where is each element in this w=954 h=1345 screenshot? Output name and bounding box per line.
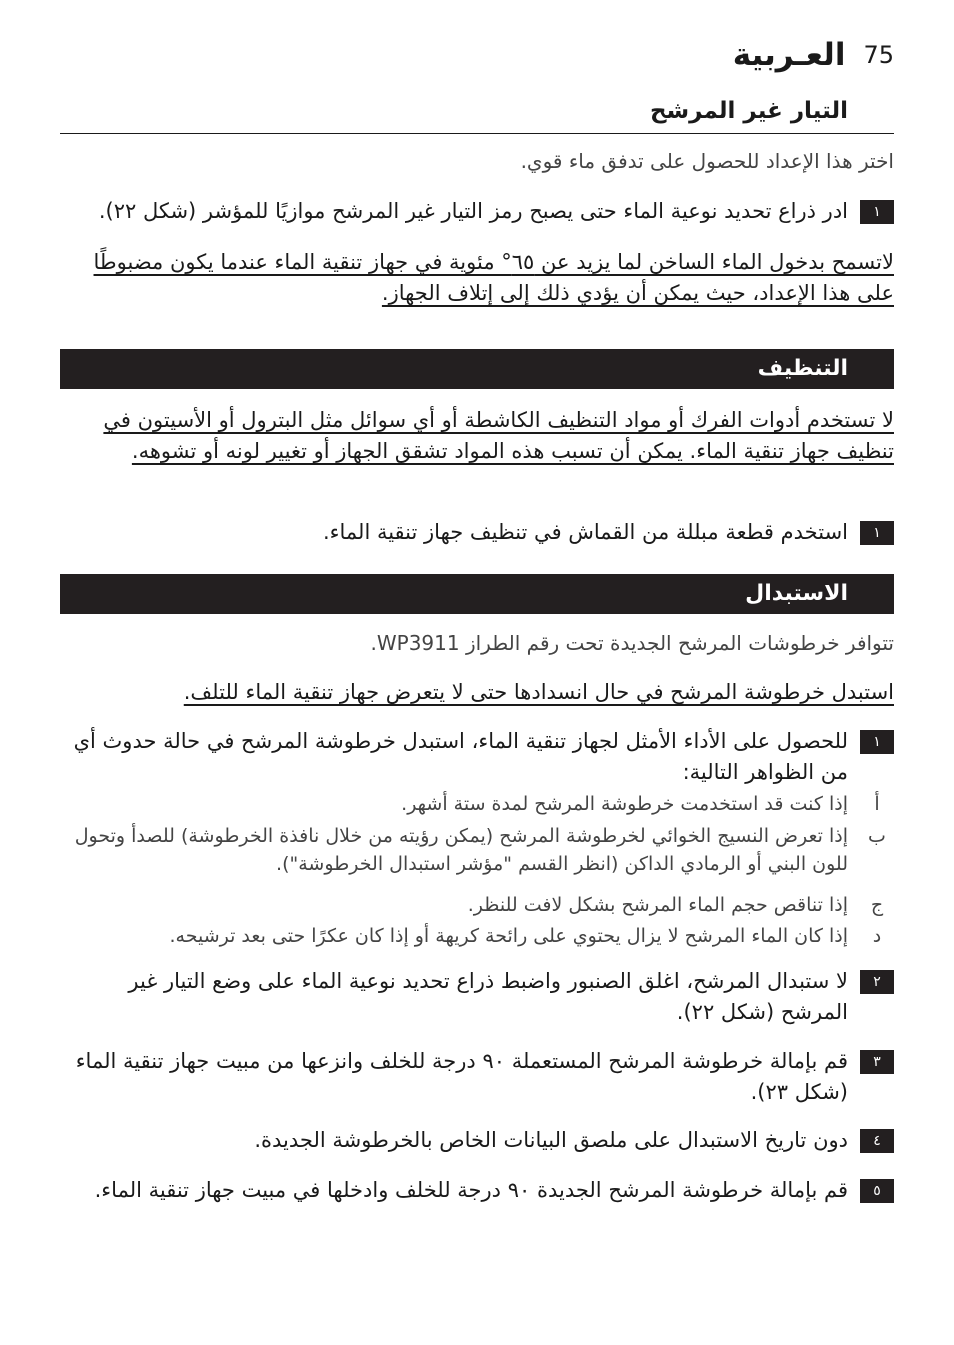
condition-letter: ج [870,894,884,916]
step-text: قم بإمالة خرطوشة المرشح المستعملة ٩٠ درجة للخلف وانزعها من مبيت جهاز تنقية الماء (شكل ٢٣). [75,1049,848,1104]
step-text: استخدم قطعة مبللة من القماش في تنظيف جهاز تنقية الماء. [322,520,848,544]
condition-text: إذا كان الماء المرشح لا يزال يحتوي على رائحة كريهة أو إذا كان عكرًا حتى بعد ترشيحه. [169,925,848,947]
replacement-step-5 [60,1175,894,1206]
step-number-badge: ١ [860,730,894,754]
condition-text: إذا تناقص حجم الماء المرشح بشكل لافت للنظر. [467,894,848,916]
step-text: دون تاريخ الاستبدال على ملصق البيانات الخاص بالخرطوشة الجديدة. [254,1128,848,1152]
condition-letter: أ [874,793,880,815]
step-text: لا ستبدال المرشح، اغلق الصنبور واضبط ذراع تحديد نوعية الماء على وضع التيار غير المرشح (شكل ٢٢). [128,969,848,1024]
step-number-badge: ١ [860,200,894,224]
cleaning-step-1 [60,517,894,548]
step-number-badge: ٣ [860,1050,894,1074]
replacement-intro: تتوافر خرطوشات المرشح الجديدة تحت رقم الطراز WP3911. [370,631,894,655]
replacement-section-header: الاستبدال [60,574,894,614]
step-text: للحصول على الأداء الأمثل لجهاز تنقية الماء، استبدل خرطوشة المرشح في حالة حدوث أي من الظواهر التالية: [73,729,848,784]
replacement-step-2 [60,966,894,1028]
page-number: 75 [863,41,894,69]
step-text: ادر ذراع تحديد نوعية الماء حتى يصبح رمز التيار غير المرشح موازيًا للمؤشر (شكل ٢٢). [98,199,848,223]
step-number-badge: ٢ [860,970,894,994]
condition-letter: د [872,925,882,947]
replacement-step-1 [60,726,894,788]
condition-item [60,922,894,950]
unfiltered-step-1 [60,196,894,227]
unfiltered-heading: التيار غير المرشح [60,98,894,134]
replacement-step-3 [60,1046,894,1108]
condition-text: إذا تعرض النسيج الخوائي لخرطوشة المرشح (يمكن رؤيته من خلال نافذة الخرطوشة) للصدأ وتحول للون البني أو الرمادي الداكن (انظر القسم "مؤشر استبدال الخرطوشة"). [74,825,848,875]
step-number-badge: ٥ [860,1179,894,1203]
cleaning-warning: لا تستخدم أدوات الفرك أو مواد التنظيف الكاشطة أو أي سوائل مثل البترول أو الأسيتون في تنظيف جهاز تنقية الماء. يمكن أن تسبب هذه المواد تشقق الجهاز أو تغيير لونه أو تشوهه. [103,408,894,463]
page-header [60,30,894,80]
unfiltered-warning: لاتسمح بدخول الماء الساخن لما يزيد عن ٦٥° مئوية في جهاز تنقية الماء عندما يكون مضبوطًا على هذا الإعداد، حيث يمكن أن يؤدي ذلك إلى إتلاف الجهاز. [93,250,894,305]
language-title: العـربية [732,37,846,73]
condition-item [60,891,894,919]
condition-text: إذا كنت قد استخدمت خرطوشة المرشح لمدة ستة أشهر. [401,793,848,815]
condition-item [60,790,894,818]
step-number-badge: ٤ [860,1129,894,1153]
condition-letter: ب [868,825,886,847]
step-text: قم بإمالة خرطوشة المرشح الجديدة ٩٠ درجة للخلف وادخلها في مبيت جهاز تنقية الماء. [94,1178,848,1202]
unfiltered-intro: اختر هذا الإعداد للحصول على تدفق ماء قوي. [520,149,894,173]
step-number-badge: ١ [860,521,894,545]
replacement-warning: استبدل خرطوشة المرشح في حال انسدادها حتى لا يتعرض جهاز تنقية الماء للتلف. [183,680,894,704]
manual-page [60,0,894,1345]
condition-item [60,822,894,878]
replacement-step-4 [60,1125,894,1156]
cleaning-section-header: التنظيف [60,349,894,389]
